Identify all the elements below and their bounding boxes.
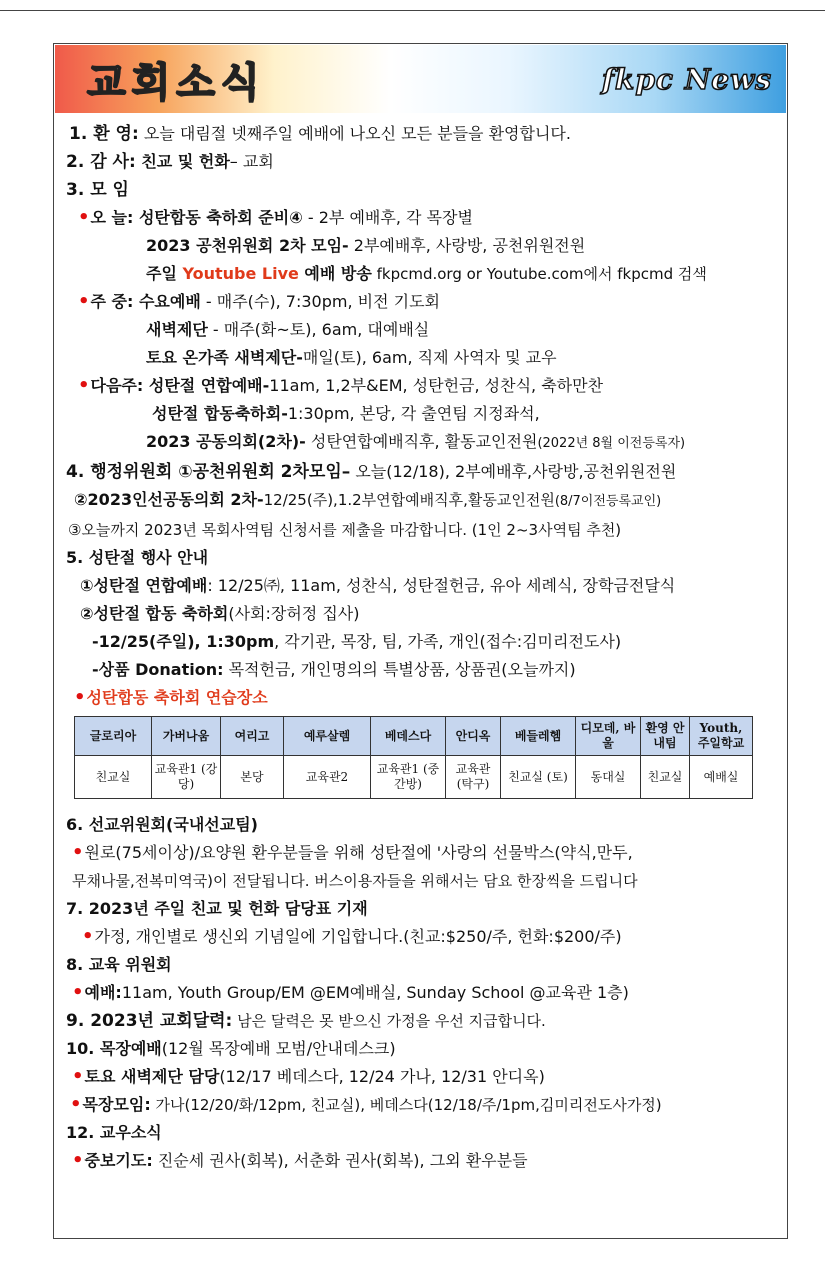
meeting-youtube bbox=[66, 260, 788, 288]
item-heading: 5. 성탄절 행사 안내 bbox=[66, 548, 209, 567]
fellowship-text bbox=[66, 923, 788, 951]
item-bold: 토요 온가족 새벽제단- bbox=[146, 348, 303, 367]
practice-location-title bbox=[66, 684, 788, 712]
bullet-icon: • bbox=[74, 687, 86, 708]
item-bold: 주일 bbox=[146, 264, 183, 283]
table-cell: 친교실 (토) bbox=[501, 756, 576, 799]
bullet-icon: • bbox=[72, 982, 84, 1003]
item-text: 매일(토), 6am, 직제 사역자 및 교우 bbox=[302, 348, 557, 367]
table-cell: 교육관1 (강당) bbox=[152, 756, 221, 799]
bullet-icon: • bbox=[82, 926, 94, 947]
mission-text-1 bbox=[66, 839, 788, 867]
item-heading: 3. 모 임 bbox=[66, 180, 129, 200]
item-text: 11am, Youth Group/EM @EM예배실, Sunday School @교육관 1층) bbox=[121, 983, 629, 1002]
item-thanks bbox=[66, 148, 788, 176]
item-heading: 2. 감 사: bbox=[66, 152, 136, 172]
item-heading: 12. 교우소식 bbox=[66, 1123, 162, 1142]
item-text: 목적헌금, 개인명의의 특별상품, 상품권(오늘까지) bbox=[223, 660, 576, 679]
table-header-cell: 글로리아 bbox=[75, 717, 152, 756]
table-header-cell: 여리고 bbox=[221, 717, 284, 756]
item-text: fkpcmd.org or Youtube.com에서 fkpcmd 검색 bbox=[371, 265, 707, 283]
item-heading: 10. 목장예배 bbox=[66, 1039, 162, 1058]
item-text: 원로(75세이상)/요양원 환우분들을 위해 성탄절에 '사랑의 선물박스(약식,만두, bbox=[84, 843, 633, 862]
meeting-congregation bbox=[66, 428, 788, 458]
item-heading: 성탄합동 축하회 연습장소 bbox=[86, 688, 268, 707]
bullet-icon: • bbox=[70, 1094, 82, 1115]
meeting-nominating bbox=[66, 232, 788, 260]
item-calendar bbox=[66, 1007, 788, 1035]
item-text: – 교회 bbox=[229, 152, 274, 171]
news-banner bbox=[55, 45, 786, 113]
item-meetings bbox=[66, 176, 788, 204]
item-bold: 성탄절 연합예배- bbox=[143, 376, 270, 395]
meeting-dawn bbox=[66, 316, 788, 344]
item-text: 진순세 권사(회복), 서춘화 권사(회복), 그외 환우분들 bbox=[152, 1151, 528, 1170]
table-header-cell: 안디옥 bbox=[446, 717, 501, 756]
bullet-icon: • bbox=[78, 375, 90, 396]
item-bold: -상품 Donation: bbox=[92, 660, 224, 679]
item-fellowship-chart bbox=[66, 895, 788, 923]
item-text: - 매주(수), 7:30pm, 비전 기도회 bbox=[200, 292, 440, 311]
item-heading: 오 늘: bbox=[90, 208, 134, 227]
item-bold: 토요 새벽제단 담당 bbox=[84, 1067, 220, 1086]
item-text: (12/17 베데스다, 12/24 가나, 12/31 안디옥) bbox=[219, 1067, 545, 1086]
item-text: 성탄연합예배직후, 활동교인전원 bbox=[305, 432, 538, 451]
item-heading: 7. 2023년 주일 친교 및 헌화 담당표 기재 bbox=[66, 899, 368, 918]
banner-title: 교회소식 bbox=[87, 59, 266, 106]
item-bold: 2023 공동의회(2차)- bbox=[146, 432, 306, 451]
youtube-live-label: Youtube Live bbox=[182, 264, 299, 283]
item-bold: 성탄절 합동축하회- bbox=[152, 404, 288, 423]
item-admin bbox=[66, 458, 788, 486]
item-bold: -12/25(주일), 1:30pm bbox=[92, 632, 275, 651]
page-top-rule bbox=[0, 10, 825, 11]
item-mission bbox=[66, 811, 788, 839]
table-cell: 교육관1 (중간방) bbox=[371, 756, 446, 799]
meeting-saturday bbox=[66, 344, 788, 372]
meeting-weekday bbox=[66, 288, 788, 316]
bullet-icon: • bbox=[72, 1150, 84, 1171]
item-bold: 수요예배 bbox=[133, 292, 201, 311]
item-bold: 중보기도: bbox=[84, 1151, 153, 1170]
table-row bbox=[75, 756, 753, 799]
item-bold: 예배: bbox=[84, 983, 122, 1002]
cell-meetings bbox=[66, 1091, 788, 1119]
bullet-icon: • bbox=[72, 842, 84, 863]
table-header-cell: Youth, 주일학교 bbox=[690, 717, 753, 756]
prayer-requests bbox=[66, 1147, 788, 1175]
item-text: 1:30pm, 본당, 각 출연팀 지정좌석, bbox=[287, 404, 540, 423]
item-bold: ②2023인선공동의회 2차- bbox=[74, 490, 264, 509]
bullet-icon: • bbox=[72, 1066, 84, 1087]
item-bold: ②성탄절 합동 축하회 bbox=[80, 604, 229, 623]
item-text: , 각기관, 목장, 팀, 가족, 개인(접수:김미리전도사) bbox=[274, 632, 622, 651]
bullet-icon: • bbox=[78, 291, 90, 312]
bullet-icon: • bbox=[78, 207, 90, 228]
meeting-today bbox=[66, 204, 788, 232]
table-header-cell: 베들레헴 bbox=[501, 717, 576, 756]
item-text: 12/25(주),1.2부연합예배직후,활동교인전원 bbox=[263, 491, 555, 509]
admin-congregation bbox=[66, 486, 788, 516]
item-text: - 2부 예배후, 각 목장별 bbox=[302, 208, 473, 227]
item-bold: 성탄합동 축하회 준비④ bbox=[133, 208, 303, 227]
item-bold: 2023 공천위원회 2차 모임- bbox=[146, 236, 349, 255]
item-text: 가나(12/20/화/12pm, 친교실), 베데스다(12/18/주/1pm,김미리전도사가정) bbox=[150, 1096, 662, 1114]
item-bold: ①성탄절 연합예배 bbox=[80, 576, 208, 595]
table-header-cell: 베데스다 bbox=[371, 717, 446, 756]
christmas-donation bbox=[66, 656, 788, 684]
table-header-cell: 환영 안내팀 bbox=[641, 717, 690, 756]
item-heading: 주 중: bbox=[90, 292, 134, 311]
table-cell: 교육관2 bbox=[284, 756, 371, 799]
table-header-cell: 디모데, 바울 bbox=[576, 717, 641, 756]
table-cell: 교육관 (탁구) bbox=[446, 756, 501, 799]
item-bold: 예배 방송 bbox=[298, 264, 372, 283]
meeting-next-week bbox=[66, 372, 788, 400]
table-cell: 본당 bbox=[221, 756, 284, 799]
item-text: 11am, 1,2부&EM, 성탄헌금, 성찬식, 축하만찬 bbox=[269, 376, 604, 395]
table-cell: 친교실 bbox=[75, 756, 152, 799]
item-bold: 새벽제단 bbox=[146, 320, 208, 339]
item-text: (12월 목장예배 모범/안내데스크) bbox=[161, 1039, 396, 1058]
banner-news-logo: fkpc News bbox=[601, 63, 772, 96]
table-cell: 예배실 bbox=[690, 756, 753, 799]
item-text: 가정, 개인별로 생신외 기념일에 기입합니다.(친교:$250/주, 헌화:$200/주) bbox=[94, 927, 622, 946]
item-heading: 8. 교육 위원회 bbox=[66, 955, 172, 974]
item-bold: 친교 및 헌화 bbox=[135, 152, 230, 171]
admin-ministry bbox=[66, 516, 788, 544]
item-heading: 4. 행정위원회 ①공천위원회 2차모임– bbox=[66, 462, 351, 482]
table-cell: 동대실 bbox=[576, 756, 641, 799]
christmas-party-time bbox=[66, 628, 788, 656]
table-cell: 친교실 bbox=[641, 756, 690, 799]
table-header-row bbox=[75, 717, 753, 756]
item-heading: 1. 환 영: bbox=[69, 124, 139, 144]
item-text: 2부예배후, 사랑방, 공천위원전원 bbox=[348, 236, 586, 255]
item-heading: 다음주: bbox=[90, 376, 144, 395]
christmas-party bbox=[66, 600, 788, 628]
table-header-cell: 가버나움 bbox=[152, 717, 221, 756]
meeting-christmas-party bbox=[66, 400, 788, 428]
table-header-cell: 예루살렘 bbox=[284, 717, 371, 756]
item-heading: 6. 선교위원회(국내선교팀) bbox=[66, 815, 258, 834]
practice-location-table bbox=[74, 716, 753, 799]
item-member-news bbox=[66, 1119, 788, 1147]
news-content bbox=[66, 120, 788, 1175]
christmas-service bbox=[66, 572, 788, 600]
item-text: - 매주(화~토), 6am, 대예배실 bbox=[207, 320, 430, 339]
item-bold: 목장모임: bbox=[82, 1095, 151, 1114]
item-text: 무채나물,전복미역국)이 전달됩니다. 버스이용자들을 위해서는 담요 한장씩을 드립니다 bbox=[72, 872, 638, 890]
item-text: 오늘(12/18), 2부예배후,사랑방,공천위원전원 bbox=[350, 462, 677, 481]
item-note: (8/7이전등록교인) bbox=[554, 494, 662, 509]
item-text: 오늘 대림절 넷째주일 예배에 나오신 모든 분들을 환영합니다. bbox=[138, 124, 571, 143]
item-text: (사회:장허정 집사) bbox=[228, 604, 360, 623]
education-text bbox=[66, 979, 788, 1007]
mission-text-2 bbox=[66, 867, 788, 895]
item-welcome bbox=[66, 120, 788, 148]
newsletter-frame bbox=[53, 43, 788, 1239]
item-text: : 12/25㈜, 11am, 성찬식, 성탄절헌금, 유아 세례식, 장학금전달식 bbox=[207, 576, 676, 595]
cell-dawn-duty bbox=[66, 1063, 788, 1091]
item-text: ③오늘까지 2023년 목회사역팀 신청서를 제출을 마감합니다. (1인 2~3사역팀 추천) bbox=[68, 521, 622, 539]
item-education bbox=[66, 951, 788, 979]
item-text: 남은 달력은 못 받으신 가정을 우선 지급합니다. bbox=[232, 1012, 546, 1030]
item-cell-worship bbox=[66, 1035, 788, 1063]
item-heading: 9. 2023년 교회달력: bbox=[66, 1011, 233, 1031]
item-christmas bbox=[66, 544, 788, 572]
item-note: (2022년 8월 이전등록자) bbox=[537, 436, 686, 451]
